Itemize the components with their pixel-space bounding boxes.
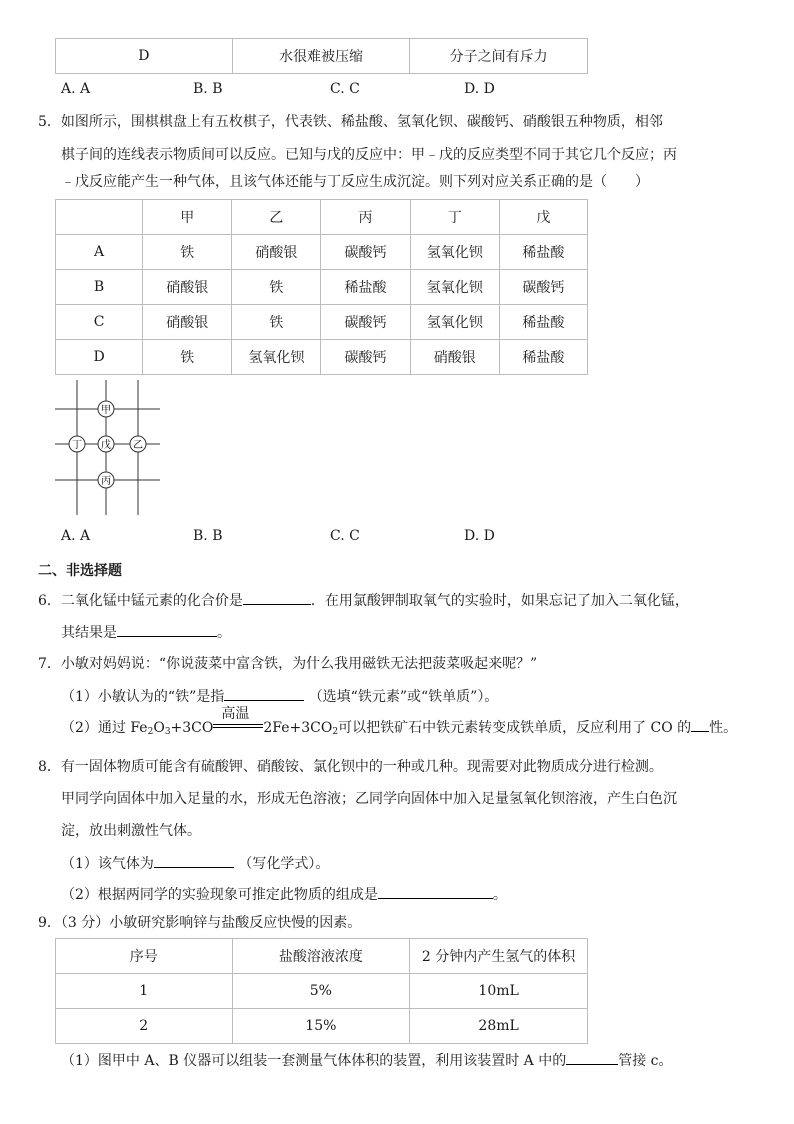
table-row [56, 340, 588, 375]
q7-p1-text-b: （选填“铁元素”或“铁单质”）。 [308, 689, 499, 705]
answer-blank [154, 853, 234, 868]
table-cell: 硝酸银 [410, 340, 499, 375]
table-row [56, 1009, 588, 1044]
table-cell: C [56, 305, 143, 340]
top-table [55, 38, 588, 74]
table-row [56, 270, 588, 305]
q8-stem-line1: 8．有一固体物质可能含有硫酸钾、硝酸铵、氯化钡中的一种或几种。现需要对此物质成分进行检测。 [38, 759, 663, 775]
answer-blank [224, 686, 304, 701]
q6-line1 [38, 590, 689, 611]
q7-p2-text: 性。 [709, 720, 738, 736]
subscript: 2 [332, 727, 339, 737]
table-cell: 铁 [143, 235, 232, 270]
section-heading: 二、非选择题 [38, 563, 122, 579]
q6-text-d: 。 [217, 625, 231, 641]
table-cell: 硝酸银 [232, 235, 321, 270]
q9-stem: 9．（3 分）小敏研究影响锌与盐酸反应快慢的因素。 [38, 915, 362, 931]
q7-p2-text: 2Fe+3CO [263, 720, 333, 736]
header-cell: 甲 [143, 200, 232, 235]
header-cell: 丙 [321, 200, 410, 235]
q9-table [55, 938, 588, 1044]
option-a: A. A [61, 528, 91, 544]
header-cell: 序号 [56, 939, 233, 974]
table-cell: 2 [56, 1009, 233, 1044]
table-row [56, 39, 588, 74]
table-row [56, 305, 588, 340]
stone-yi-label: 乙 [133, 440, 143, 451]
q7-stem: 7．小敏对妈妈说：“你说菠菜中富含铁，为什么我用磁铁无法把菠菜吸起来呢？” [38, 656, 538, 672]
subscript: 2 [147, 727, 154, 737]
q7-p2-text: 可以把铁矿石中铁元素转变成铁单质，反应利用了 CO 的 [338, 720, 692, 736]
table-cell: 铁 [143, 340, 232, 375]
table-cell: 1 [56, 974, 233, 1009]
q9-p1-text: （1）图甲中 A、B 仪器可以组装一套测量气体体积的装置，利用该装置时 A 中的 [61, 1053, 567, 1069]
table-cell: D [56, 39, 233, 74]
table-cell: 5% [232, 974, 410, 1009]
option-b: B. B [193, 81, 223, 97]
header-cell: 戊 [499, 200, 587, 235]
q8-p2-text: （2）根据两同学的实验现象可推定此物质的组成是 [61, 887, 378, 903]
stone-ding-label: 丁 [72, 440, 82, 451]
q5-stem-line2: 棋子间的连线表示物质间可以反应。已知与戊的反应中：甲﹣戊的反应类型不同于其它几个反应；丙 [61, 147, 677, 163]
option-a: A. A [61, 81, 91, 97]
table-cell: 铁 [232, 305, 321, 340]
q8-p2-text: 。 [492, 887, 507, 903]
answer-blank [566, 1050, 618, 1065]
q8-part1 [61, 853, 329, 874]
table-cell: 碳酸钙 [499, 270, 587, 305]
subscript: 3 [164, 727, 171, 737]
table-cell: 10mL [410, 974, 588, 1009]
q8-stem-line2: 甲同学向固体中加入足量的水，形成无色溶液；乙同学向固体中加入足量氢氧化钡溶液，产生白色沉 [61, 791, 677, 807]
table-cell: 稀盐酸 [321, 270, 410, 305]
q6-text-c: 其结果是 [61, 625, 117, 641]
table-cell: 碳酸钙 [321, 340, 410, 375]
table-cell: 碳酸钙 [321, 305, 410, 340]
option-c: C. C [330, 528, 360, 544]
table-cell: B [56, 270, 143, 305]
table-cell: 稀盐酸 [499, 235, 587, 270]
q5-table [55, 199, 588, 375]
table-cell: 氢氧化钡 [410, 270, 499, 305]
header-cell: 乙 [232, 200, 321, 235]
answer-blank [243, 590, 311, 605]
reaction-condition: 高温 [221, 706, 250, 722]
header-cell [56, 200, 143, 235]
table-cell: 15% [232, 1009, 410, 1044]
table-cell: 硝酸银 [143, 270, 232, 305]
table-cell: 水很难被压缩 [232, 39, 410, 74]
q7-part1 [61, 686, 498, 707]
answer-blank [691, 717, 709, 732]
option-d: D. D [464, 528, 495, 544]
table-cell: 氢氧化钡 [232, 340, 321, 375]
table-cell: 28mL [410, 1009, 588, 1044]
table-cell: 氢氧化钡 [410, 305, 499, 340]
q9-p1-text: 管接 c。 [618, 1053, 673, 1069]
table-cell: 硝酸银 [143, 305, 232, 340]
q7-p1-text-a: （1）小敏认为的“铁”是指 [61, 689, 225, 705]
table-row [56, 974, 588, 1009]
table-cell: 氢氧化钡 [410, 235, 499, 270]
q7-p2-text: （2）通过 Fe [61, 720, 148, 736]
q6-text-a: 6．二氧化锰中锰元素的化合价是 [38, 593, 243, 609]
q8-p1-text: （1）该气体为 [61, 856, 154, 872]
table-cell: 铁 [232, 270, 321, 305]
header-cell: 丁 [410, 200, 499, 235]
table-cell: 稀盐酸 [499, 305, 587, 340]
header-cell: 盐酸溶液浓度 [232, 939, 410, 974]
q8-stem-line3: 淀，放出刺激性气体。 [61, 823, 201, 839]
q9-part1 [61, 1050, 673, 1071]
table-cell: 碳酸钙 [321, 235, 410, 270]
option-b: B. B [193, 528, 223, 544]
q6-line2 [61, 622, 231, 643]
q7-p2-text: O [153, 720, 165, 736]
q7-part2 [61, 706, 738, 742]
stone-bing-label: 丙 [101, 476, 111, 487]
table-cell: 分子之间有斥力 [410, 39, 588, 74]
table-header-row [56, 939, 588, 974]
header-cell: 2 分钟内产生氢气的体积 [410, 939, 588, 974]
q5-stem-line1: 5．如图所示，围棋棋盘上有五枚棋子，代表铁、稀盐酸、氢氧化钡、碳酸钙、硝酸银五种物质，相邻 [38, 114, 663, 130]
option-d: D. D [464, 81, 495, 97]
go-board-diagram [55, 380, 160, 515]
table-cell: 稀盐酸 [499, 340, 587, 375]
table-row [56, 235, 588, 270]
reaction-arrow [213, 706, 263, 732]
q7-p2-text: +3CO [170, 720, 214, 736]
table-cell: A [56, 235, 143, 270]
stone-jia-label: 甲 [101, 405, 111, 416]
q6-text-b: ．在用氯酸钾制取氧气的实验时，如果忘记了加入二氧化锰， [310, 593, 689, 609]
q8-part2 [61, 884, 507, 905]
q5-stem-line3: ﹣戊反应能产生一种气体，且该气体还能与丁反应生成沉淀。则下列对应关系正确的是（ ） [61, 174, 649, 190]
answer-blank [378, 884, 493, 899]
table-cell: D [56, 340, 143, 375]
answer-blank [117, 622, 217, 637]
stone-wu-label: 戊 [101, 440, 111, 451]
table-header-row [56, 200, 588, 235]
option-c: C. C [330, 81, 360, 97]
q8-p1-text: （写化学式）。 [238, 856, 330, 872]
